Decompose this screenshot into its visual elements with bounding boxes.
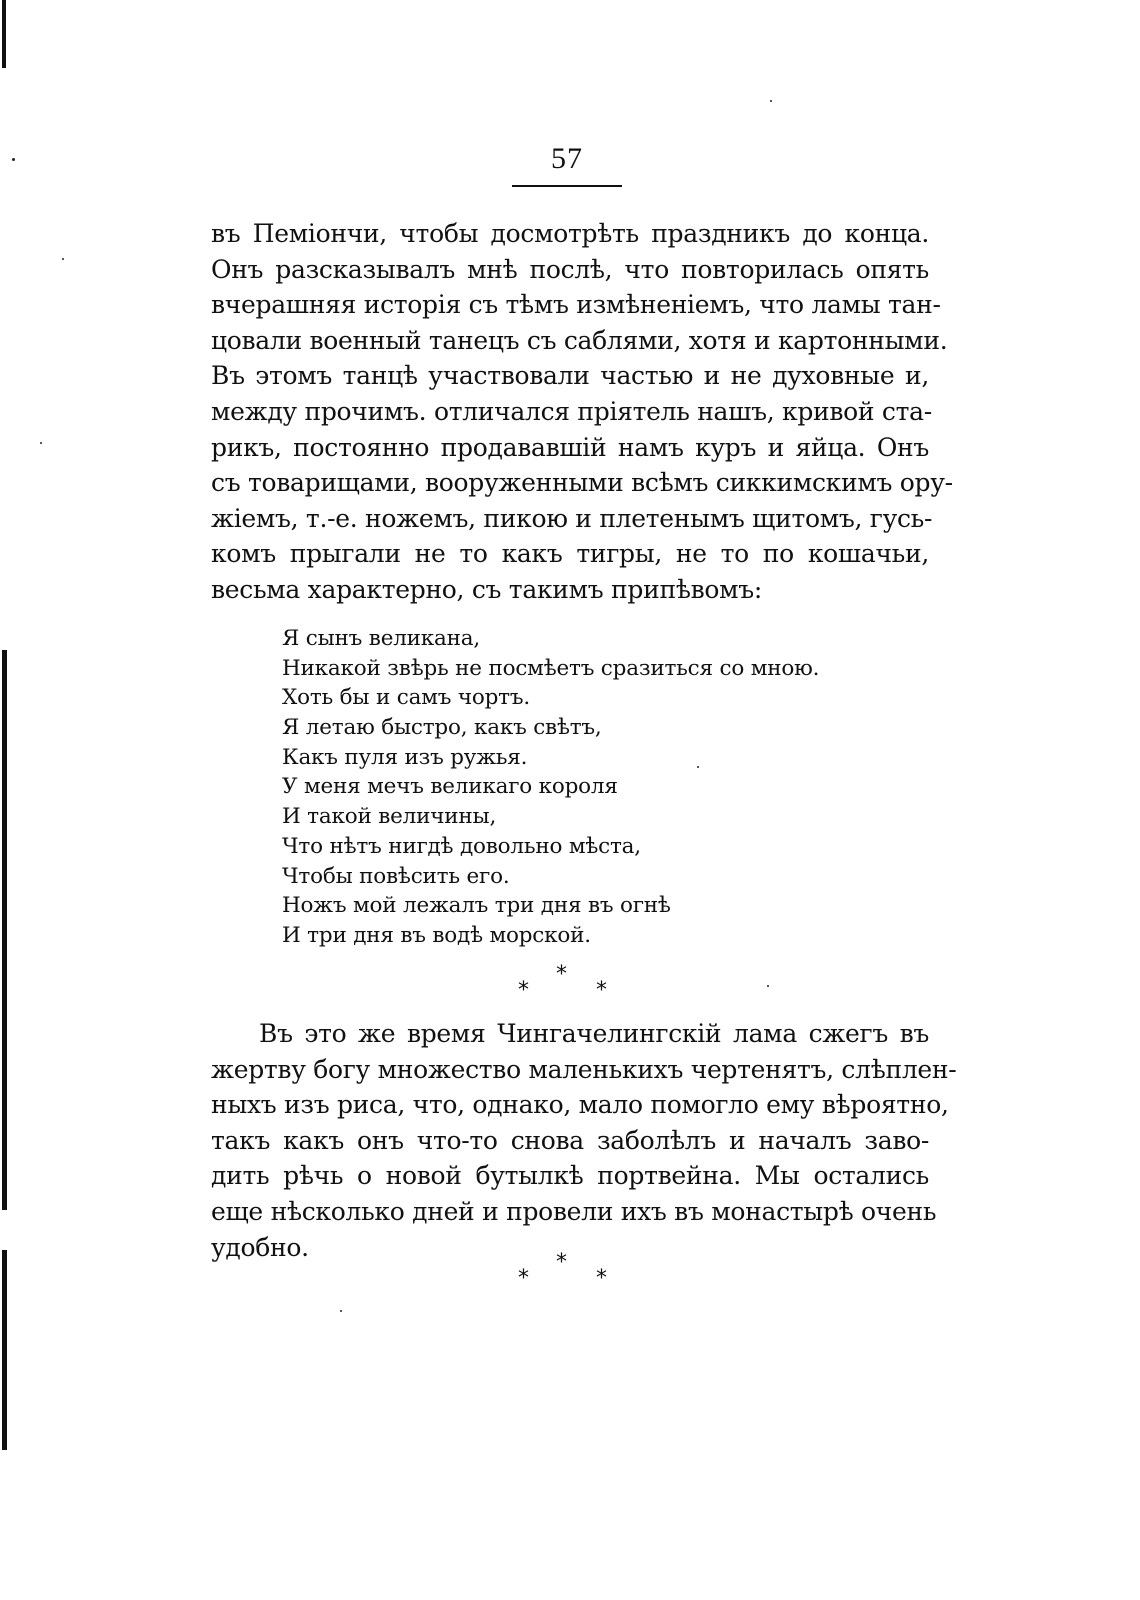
section-break-asterism <box>518 1248 618 1292</box>
text-line: дить рѣчь о новой бутылкѣ портвейна. Мы остались <box>211 1161 929 1191</box>
scan-speck <box>40 442 42 444</box>
page-number-rule <box>512 185 622 187</box>
text-line: съ товарищами, вооруженными всѣмъ сиккимскимъ ору- <box>211 468 953 498</box>
asterisk-icon: * <box>518 1266 529 1291</box>
asterisk-icon: * <box>596 1266 607 1291</box>
text-line: цовали военный танецъ съ саблями, хотя и картонными. <box>211 325 948 355</box>
paragraph-2 <box>211 1016 957 1265</box>
verse-line: И такой величины, <box>282 804 497 830</box>
verse-line: Какъ пуля изъ ружья. <box>282 744 528 770</box>
asterisk-icon: * <box>596 978 607 1003</box>
scan-speck <box>12 158 15 161</box>
text-line: такъ какъ онъ что-то снова заболѣлъ и началъ заво- <box>211 1125 929 1155</box>
text-line: еще нѣсколько дней и провели ихъ въ монастырѣ очень <box>211 1196 937 1226</box>
verse-line: Хоть бы и самъ чортъ. <box>282 685 530 711</box>
verse-line: Я летаю быстро, какъ свѣтъ, <box>282 715 602 741</box>
text-line: Онъ разсказывалъ мнѣ послѣ, что повторилась опять <box>211 254 929 284</box>
asterisk-icon: * <box>556 1250 567 1275</box>
scan-speck <box>767 985 769 987</box>
text-line: Въ это же время Чингачелингскiй лама сжегъ въ <box>259 1019 929 1048</box>
verse-line: Ножъ мой лежалъ три дня въ огнѣ <box>282 893 671 919</box>
scan-edge-mark <box>2 1250 7 1450</box>
verse-line: Никакой звѣрь не посмѣетъ сразиться со мною. <box>282 655 820 681</box>
verse-line: У меня мечъ великаго короля <box>282 774 618 800</box>
text-line: комъ прыгали не то какъ тигры, не то по кошачьи, <box>211 539 929 569</box>
verse-block <box>282 624 882 951</box>
scan-speck <box>770 100 772 102</box>
text-line: ныхъ изъ риса, что, однако, мало помогло ему вѣроятно, <box>211 1090 949 1120</box>
text-line: въ Пемiончи, чтобы досмотрѣть праздникъ до конца. <box>211 219 929 248</box>
asterisk-icon: * <box>518 978 529 1003</box>
text-line: Въ этомъ танцѣ участвовали частью и не духовные и, <box>211 361 929 391</box>
text-line: вчерашняя исторiя съ тѣмъ измѣненiемъ, что ламы тан- <box>211 290 941 320</box>
asterisk-icon: * <box>556 962 567 987</box>
scan-edge-mark <box>2 650 7 1210</box>
text-line: весьма характерно, съ такимъ припѣвомъ: <box>211 574 762 604</box>
text-line: рикъ, постоянно продававшiй намъ куръ и яйца. Онъ <box>211 432 929 462</box>
text-line: между прочимъ. отличался прiятель нашъ, кривой ста- <box>211 396 932 426</box>
paragraph-1 <box>211 216 953 608</box>
verse-line: Что нѣтъ нигдѣ довольно мѣста, <box>282 833 641 859</box>
verse-line: Чтобы повѣсить его. <box>282 863 510 889</box>
scan-speck <box>340 1310 342 1312</box>
scan-edge-mark <box>2 0 6 68</box>
verse-line: Я сынъ великана, <box>282 626 481 651</box>
text-line: жiемъ, т.-е. ножемъ, пикою и плетенымъ щитомъ, гусь- <box>211 503 933 533</box>
verse-line: И три дня въ водѣ морской. <box>282 922 591 948</box>
scan-speck <box>62 258 64 260</box>
text-line: жертву богу множество маленькихъ чертенятъ, слѣплен- <box>211 1054 957 1084</box>
section-break-asterism <box>518 960 618 1004</box>
page-number: 57 <box>551 142 583 175</box>
text-line: удобно. <box>211 1232 309 1262</box>
scan-speck <box>697 766 699 768</box>
